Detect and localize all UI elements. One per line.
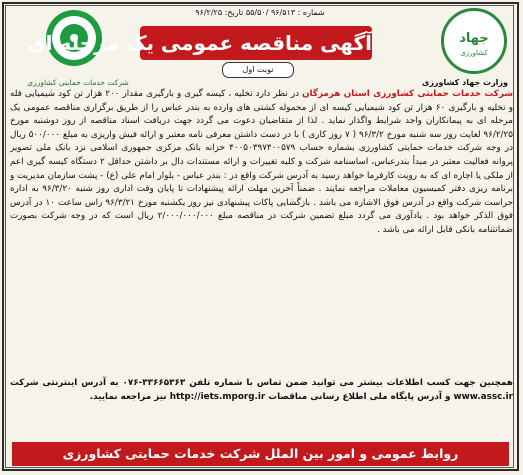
turn-badge: نوبت اول (222, 62, 294, 78)
jahad-logo-icon (441, 8, 507, 74)
ministry-name: وزارت جهاد کشاورزی (421, 78, 508, 87)
tender-body (10, 88, 513, 238)
contact-note: همچنین جهت کسب اطلاعات بیشتر می توانید ضمن تماس با شماره تلفن ۳۳۶۶۵۳۶۳-۰۷۶ به آدرس اینترنتی شرکت www.assc.ir و آدرس پایگاه ملی اطلاع رسانی مناقصات http://iets.mporg.ir نیز مراجعه نمایید. (10, 378, 513, 402)
issuer-name: شرکت خدمات حمایتی کشاورزی استان هرمزگان (302, 89, 513, 99)
reference-number-date: شماره : ۹۶/۵۱۳ /۵۵/۵۰ تاریخ: ۹۶/۲/۲۵ (195, 8, 325, 17)
tender-body-paragraph (10, 88, 513, 238)
jahad-logo-subtext: کشاورزی (460, 49, 488, 57)
public-relations-footer: روابط عمومی و امور بین الملل شرکت خدمات حمایتی کشاورزی (12, 442, 509, 466)
jahad-logo-text: جهاد (459, 31, 489, 46)
tender-title-banner: آگهی مناقصه عمومی یک مرحله ای (140, 26, 372, 60)
tender-description: در نظر دارد تخلیه ، کیسه گیری و بارگیری مقدار ۲۰۰ هزار تن کود شیمیایی فله و تخلیه و بارگیری ۶۰ هزار تن کود شیمیایی کیسه ای از محموله کشتی های وارده به بندر عباس را از طریق برگزاری مناقصه عمومی یک مرحله ای به پیمانکاران واجد شرایط واگذار نماید . لذا از متقاضیان دعوت می گردد جهت دریافت اسناد مناقصه از روز دوشنبه مورخ ۹۶/۲/۲۵ لغایت روز سه شنبه مورخ ۹۶/۳/۲ ( ۷ روز کاری ) با در دست داشتن معرفی نامه معتبر و ارائه فیش واریزی به مبلغ ۵۰۰/۰۰۰ ریال در وجه شرکت خدمات حمایتی کشاورزی بشماره حساب ۴۰۰۵۰۳۹۷۴۰۰۵۷۹ خزانه بانک مرکزی جمهوری اسلامی نزد بانک ملی تصویر پروانه فعالیت معتبر در مبدأ بندرعباس، اساسنامه شرکت و کلیه تغییرات و ارائه مستندات دال بر داشتن حداقل ۲ دستگاه کیسه گیری اعم از ملکی یا اجاره ای که به رویت کارفرما خواهد رسید به آدرس شرکت واقع در : بندر عباس - بلوار امام علی (ع) - پشت سازمان مدیریت و برنامه ریزی دفتر کمیسیون معاملات مراجعه نمایند . ضمناً آخرین مهلت ارائه پیشنهادات تا پایان وقت اداری روز شنبه ۹۶/۳/۲۰ به اداره حراست شرکت واقع در آدرس فوق الاشاره می باشد . بازگشایی پاکات پیشنهادی نیز روز یکشنبه مورخ ۹۶/۳/۲۱ راس ساعت ۱۰ در آدرس فوق الذکر خواهد بود . یادآوری می گردد مبلغ تضمین شرکت در مناقصه مبلغ ۲/۰۰۰/۰۰۰/۰۰۰ ریال است که در وجه شرکت بصورت ضمانتنامه بانکی قابل ارائه می باشد . (10, 89, 514, 235)
service-company-logo-caption: شرکت خدمات حمایتی کشاورزی (27, 78, 129, 87)
